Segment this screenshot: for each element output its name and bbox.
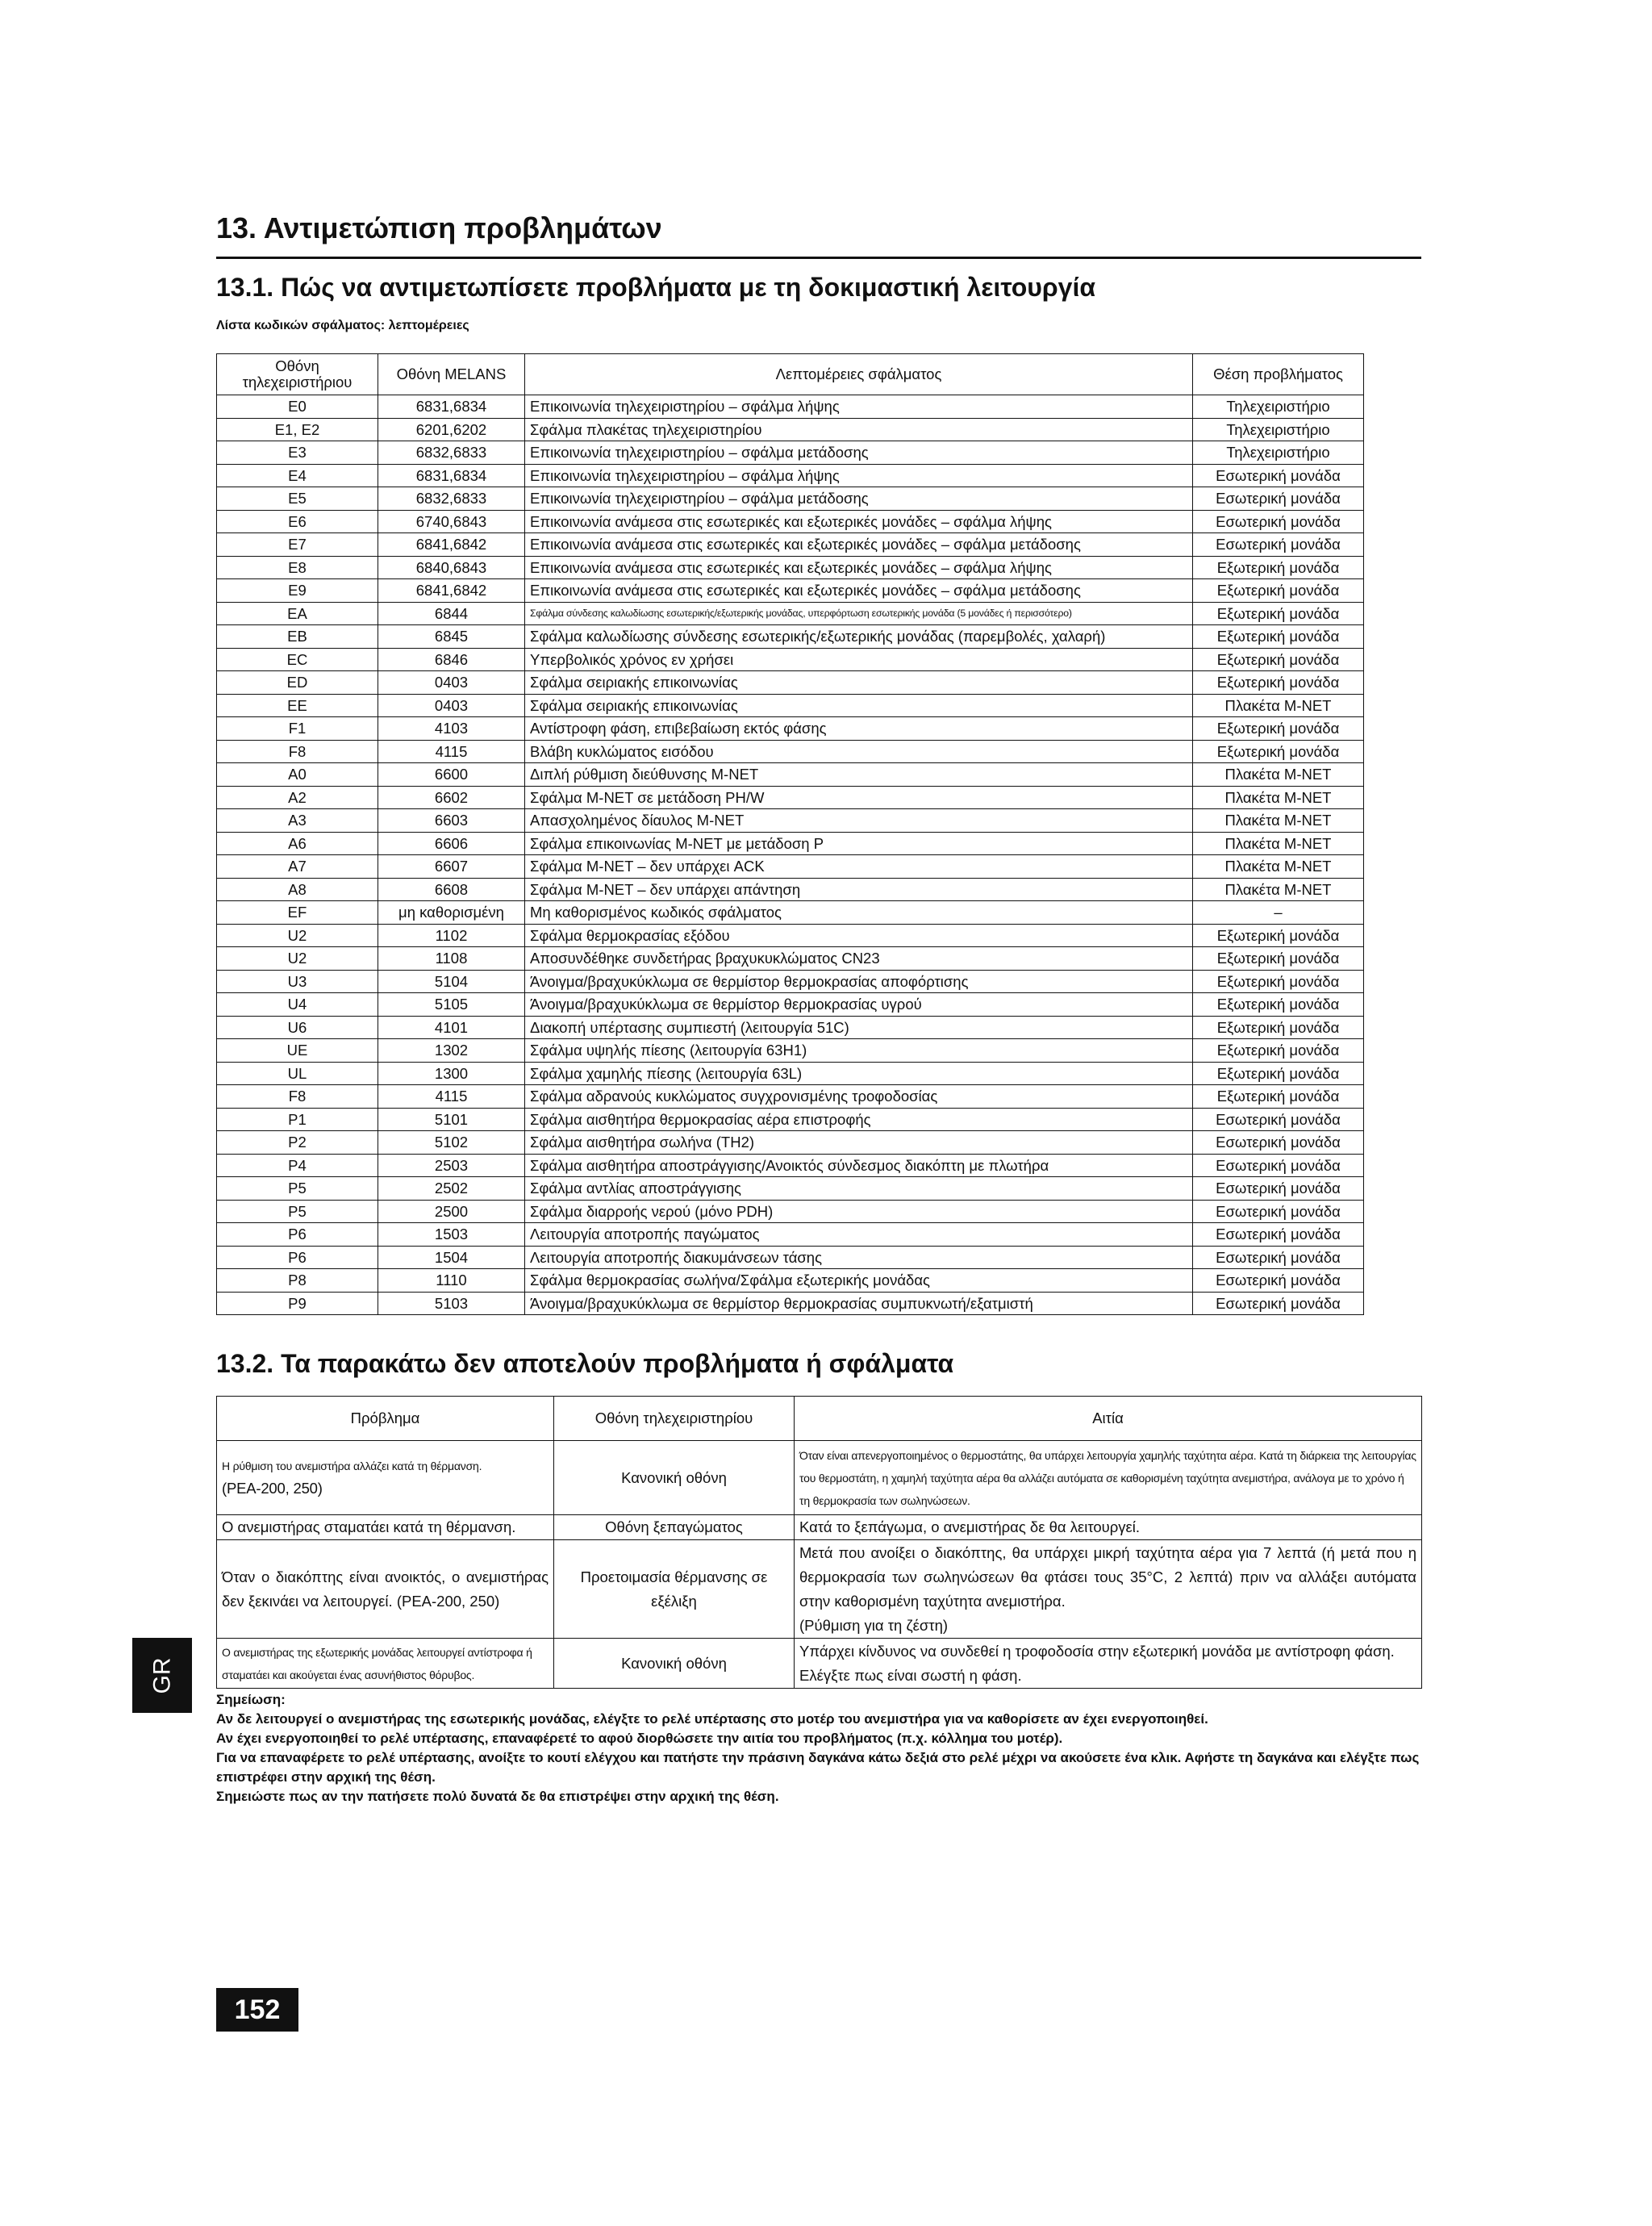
error-location-cell: Εξωτερική μονάδα — [1193, 1039, 1364, 1063]
error-location-cell: Εξωτερική μονάδα — [1193, 970, 1364, 993]
title-rule — [216, 257, 1421, 259]
error-code-cell: A2 — [217, 786, 378, 809]
error-location-cell: Πλακέτα M-NET — [1193, 694, 1364, 717]
error-code-cell: ED — [217, 671, 378, 695]
melans-code-cell: 0403 — [378, 671, 525, 695]
error-row — [217, 1154, 1364, 1177]
melans-code-cell: 1108 — [378, 947, 525, 971]
display-cell: Προετοιμασία θέρμανσης σε εξέλιξη — [554, 1540, 795, 1639]
error-code-cell: E3 — [217, 441, 378, 465]
error-details-cell: Απασχολημένος δίαυλος M-NET — [525, 809, 1193, 833]
error-row — [217, 602, 1364, 625]
error-details-cell: Σφάλμα καλωδίωσης σύνδεσης εσωτερικής/εξωτερικής μονάδας (παρεμβολές, χαλαρή) — [525, 625, 1193, 649]
melans-code-cell: 6845 — [378, 625, 525, 649]
error-row — [217, 1246, 1364, 1269]
error-row — [217, 418, 1364, 441]
error-details-cell: Διπλή ρύθμιση διεύθυνσης M-NET — [525, 763, 1193, 787]
melans-code-cell: 5101 — [378, 1108, 525, 1131]
error-location-cell: Εξωτερική μονάδα — [1193, 602, 1364, 625]
error-code-cell: A0 — [217, 763, 378, 787]
error-location-cell: Εσωτερική μονάδα — [1193, 1200, 1364, 1223]
error-code-cell: F8 — [217, 740, 378, 763]
non-fault-table-header — [217, 1397, 1422, 1441]
error-location-cell: Εξωτερική μονάδα — [1193, 579, 1364, 603]
melans-code-cell: 6201,6202 — [378, 418, 525, 441]
cause-cell: Όταν είναι απενεργοποιημένος ο θερμοστάτης, θα υπάρχει λειτουργία χαμηλής ταχύτητα αέρα. Κατά τη διάρκεια της λειτουργίας του θερμοστάτη, η χαμηλή ταχύτητα αέρα θα αλλάζει αυτόματα σε καθορισμένη ταχύτητα ανεμιστήρα, ανάλογα με το χρόνο ή τη θερμοκρασία των σωληνώσεων. — [795, 1441, 1422, 1515]
melans-code-cell: 6832,6833 — [378, 487, 525, 511]
error-code-cell: P5 — [217, 1200, 378, 1223]
note-line: Για να επαναφέρετε το ρελέ υπέρτασης, ανοίξτε το κουτί ελέγχου και πατήστε την πράσινη δαγκάνα κάτω δεξιά στο ρελέ μέχρι να ακούσετε ένα κλικ. Αφήστε τη δαγκάνα και ελέγξτε πως επιστρέφει στην αρχική της θέση. — [216, 1750, 1420, 1785]
error-row — [217, 878, 1364, 901]
error-details-cell: Σφάλμα πλακέτας τηλεχειριστηρίου — [525, 418, 1193, 441]
error-list-caption: Λίστα κωδικών σφάλματος: λεπτομέρειες — [216, 319, 469, 332]
header-problem: Πρόβλημα — [217, 1397, 554, 1441]
error-details-cell: Βλάβη κυκλώματος εισόδου — [525, 740, 1193, 763]
error-location-cell: Εσωτερική μονάδα — [1193, 1269, 1364, 1293]
error-details-cell: Σφάλμα επικοινωνίας M-NET με μετάδοση P — [525, 832, 1193, 855]
error-location-cell: Εσωτερική μονάδα — [1193, 1292, 1364, 1315]
error-details-cell: Επικοινωνία ανάμεσα στις εσωτερικές και εξωτερικές μονάδες – σφάλμα λήψης — [525, 510, 1193, 533]
error-code-cell: EC — [217, 648, 378, 671]
error-details-cell: Σφάλμα διαρροής νερού (μόνο PDH) — [525, 1200, 1193, 1223]
error-table-header — [217, 354, 1364, 395]
error-row — [217, 809, 1364, 833]
note-line: Αν έχει ενεργοποιηθεί το ρελέ υπέρτασης, επαναφέρετέ το αφού διορθώσετε την αιτία του προβλήματος (π.χ. κόλλημα του μοτέρ). — [216, 1731, 1063, 1746]
error-code-cell: EF — [217, 901, 378, 925]
language-tab — [132, 1638, 192, 1713]
error-details-cell: Σφάλμα θερμοκρασίας σωλήνα/Σφάλμα εξωτερικής μονάδας — [525, 1269, 1193, 1293]
melans-code-cell: 1503 — [378, 1223, 525, 1247]
melans-code-cell: 2500 — [378, 1200, 525, 1223]
error-details-cell: Λειτουργία αποτροπής παγώματος — [525, 1223, 1193, 1247]
error-location-cell: Εξωτερική μονάδα — [1193, 947, 1364, 971]
error-details-cell: Σφάλμα αντλίας αποστράγγισης — [525, 1177, 1193, 1201]
melans-code-cell: 5103 — [378, 1292, 525, 1315]
subsection-1-title: 13.1. Πώς να αντιμετωπίσετε προβλήματα με τη δοκιμαστική λειτουργία — [216, 273, 1096, 302]
error-location-cell: Εξωτερική μονάδα — [1193, 671, 1364, 695]
non-fault-row — [217, 1441, 1422, 1515]
error-location-cell: Εξωτερική μονάδα — [1193, 556, 1364, 579]
problem-text: Η ρύθμιση του ανεμιστήρα αλλάζει κατά τη θέρμανση. — [222, 1460, 482, 1472]
error-row — [217, 832, 1364, 855]
error-location-cell: Εξωτερική μονάδα — [1193, 1016, 1364, 1039]
header-details: Λεπτομέρειες σφάλματος — [525, 354, 1193, 395]
error-row — [217, 1039, 1364, 1063]
notes-block — [216, 1690, 1421, 1806]
display-cell: Κανονική οθόνη — [554, 1441, 795, 1515]
error-row — [217, 855, 1364, 879]
error-row — [217, 510, 1364, 533]
error-row — [217, 1200, 1364, 1223]
melans-code-cell: 4115 — [378, 740, 525, 763]
error-code-cell: U6 — [217, 1016, 378, 1039]
error-code-cell: F1 — [217, 717, 378, 741]
error-code-cell: EB — [217, 625, 378, 649]
error-details-cell: Σφάλμα σύνδεσης καλωδίωσης εσωτερικής/εξωτερικής μονάδας, υπερφόρτωση εσωτερικής μονάδα (5 μονάδες ή περισσότερο) — [525, 602, 1193, 625]
error-location-cell: Εσωτερική μονάδα — [1193, 464, 1364, 487]
error-details-cell: Επικοινωνία τηλεχειριστηρίου – σφάλμα μετάδοσης — [525, 441, 1193, 465]
error-details-cell: Άνοιγμα/βραχυκύκλωμα σε θερμίστορ θερμοκρασίας υγρού — [525, 993, 1193, 1017]
error-location-cell: Πλακέτα M-NET — [1193, 832, 1364, 855]
error-code-cell: P6 — [217, 1246, 378, 1269]
display-cell: Οθόνη ξεπαγώματος — [554, 1515, 795, 1540]
error-location-cell: Εξωτερική μονάδα — [1193, 648, 1364, 671]
error-details-cell: Άνοιγμα/βραχυκύκλωμα σε θερμίστορ θερμοκρασίας αποφόρτισης — [525, 970, 1193, 993]
melans-code-cell: 6841,6842 — [378, 579, 525, 603]
error-code-cell: E1, E2 — [217, 418, 378, 441]
error-code-cell: UE — [217, 1039, 378, 1063]
melans-code-cell: 6603 — [378, 809, 525, 833]
error-row — [217, 740, 1364, 763]
error-location-cell: Εξωτερική μονάδα — [1193, 924, 1364, 947]
non-fault-row — [217, 1639, 1422, 1689]
error-details-cell: Διακοπή υπέρτασης συμπιεστή (λειτουργία 51C) — [525, 1016, 1193, 1039]
melans-code-cell: 4101 — [378, 1016, 525, 1039]
error-row — [217, 694, 1364, 717]
error-row — [217, 1223, 1364, 1247]
error-location-cell: Εξωτερική μονάδα — [1193, 717, 1364, 741]
error-row — [217, 763, 1364, 787]
error-details-cell: Σφάλμα χαμηλής πίεσης (λειτουργία 63L) — [525, 1062, 1193, 1085]
notes-heading: Σημείωση: — [216, 1692, 286, 1707]
error-row — [217, 901, 1364, 925]
error-row — [217, 1016, 1364, 1039]
error-row — [217, 717, 1364, 741]
melans-code-cell: 0403 — [378, 694, 525, 717]
error-location-cell: Εξωτερική μονάδα — [1193, 625, 1364, 649]
error-location-cell: Τηλεχειριστήριο — [1193, 441, 1364, 465]
error-location-cell: Εξωτερική μονάδα — [1193, 1085, 1364, 1109]
error-location-cell: Εσωτερική μονάδα — [1193, 1131, 1364, 1155]
melans-code-cell: 2503 — [378, 1154, 525, 1177]
error-location-cell: Πλακέτα M-NET — [1193, 855, 1364, 879]
error-code-cell: E7 — [217, 533, 378, 557]
error-row — [217, 395, 1364, 419]
error-details-cell: Άνοιγμα/βραχυκύκλωμα σε θερμίστορ θερμοκρασίας συμπυκνωτή/εξατμιστή — [525, 1292, 1193, 1315]
melans-code-cell: 1300 — [378, 1062, 525, 1085]
error-location-cell: Εσωτερική μονάδα — [1193, 533, 1364, 557]
melans-code-cell: 1110 — [378, 1269, 525, 1293]
melans-code-cell: 6832,6833 — [378, 441, 525, 465]
cause-note: (Ρύθμιση για τη ζέστη) — [799, 1616, 949, 1634]
error-row — [217, 441, 1364, 465]
error-code-cell: P5 — [217, 1177, 378, 1201]
error-location-cell: Εσωτερική μονάδα — [1193, 1154, 1364, 1177]
header-melans-display: Οθόνη MELANS — [378, 354, 525, 395]
error-code-cell: P2 — [217, 1131, 378, 1155]
melans-code-cell: 1302 — [378, 1039, 525, 1063]
display-cell: Κανονική οθόνη — [554, 1639, 795, 1689]
error-details-cell: Αντίστροφη φάση, επιβεβαίωση εκτός φάσης — [525, 717, 1193, 741]
error-location-cell: Εσωτερική μονάδα — [1193, 487, 1364, 511]
error-code-cell: P9 — [217, 1292, 378, 1315]
problem-note: (PEA-200, 250) — [222, 1480, 323, 1497]
error-row — [217, 947, 1364, 971]
melans-code-cell: 6740,6843 — [378, 510, 525, 533]
cause-cell — [795, 1540, 1422, 1639]
error-row — [217, 993, 1364, 1017]
error-code-cell: P4 — [217, 1154, 378, 1177]
error-row — [217, 970, 1364, 993]
melans-code-cell: 5102 — [378, 1131, 525, 1155]
cause-cell: Υπάρχει κίνδυνος να συνδεθεί η τροφοδοσία στην εξωτερική μονάδα με αντίστροφη φάση. Ελέγξτε πως είναι σωστή η φάση. — [795, 1639, 1422, 1689]
error-details-cell: Σφάλμα σειριακής επικοινωνίας — [525, 694, 1193, 717]
language-tab-label: GR — [148, 1657, 175, 1694]
cause-text: Μετά που ανοίξει ο διακόπτης, θα υπάρχει μικρή ταχύτητα αέρα για 7 λεπτά (ή μετά που η θερμοκρασία των σωληνώσεων θα φτάσει τους 35°C, 2 λεπτά) πριν να αλλάξει αυτόματα στην καθορισμένη ταχύτητα ανεμιστήρα. — [799, 1543, 1416, 1610]
error-row — [217, 1292, 1364, 1315]
error-location-cell: Τηλεχειριστήριο — [1193, 395, 1364, 419]
melans-code-cell: 6600 — [378, 763, 525, 787]
error-location-cell: Εσωτερική μονάδα — [1193, 1246, 1364, 1269]
non-fault-row — [217, 1540, 1422, 1639]
error-details-cell: Αποσυνδέθηκε συνδετήρας βραχυκυκλώματος CN23 — [525, 947, 1193, 971]
error-code-cell: F8 — [217, 1085, 378, 1109]
error-code-cell: P8 — [217, 1269, 378, 1293]
error-location-cell: Εσωτερική μονάδα — [1193, 1177, 1364, 1201]
melans-code-cell: 6831,6834 — [378, 395, 525, 419]
problem-cell: Όταν ο διακόπτης είναι ανοικτός, ο ανεμιστήρας δεν ξεκινάει να λειτουργεί. (PEA-200, 250) — [217, 1540, 554, 1639]
error-details-cell: Σφάλμα αισθητήρα σωλήνα (TH2) — [525, 1131, 1193, 1155]
error-details-cell: Σφάλμα M-NET – δεν υπάρχει ACK — [525, 855, 1193, 879]
melans-code-cell: μη καθορισμένη — [378, 901, 525, 925]
error-code-cell: E9 — [217, 579, 378, 603]
error-row — [217, 671, 1364, 695]
non-fault-row — [217, 1515, 1422, 1540]
melans-code-cell: 5105 — [378, 993, 525, 1017]
error-row — [217, 464, 1364, 487]
error-code-cell: P1 — [217, 1108, 378, 1131]
melans-code-cell: 6606 — [378, 832, 525, 855]
error-code-cell: A7 — [217, 855, 378, 879]
error-code-cell: U2 — [217, 947, 378, 971]
note-line: Αν δε λειτουργεί ο ανεμιστήρας της εσωτερικής μονάδας, ελέγξτε το ρελέ υπέρτασης στο μοτέρ του ανεμιστήρα για να καθορίσετε αν έχει ενεργοποιηθεί. — [216, 1711, 1208, 1727]
error-location-cell: Πλακέτα M-NET — [1193, 786, 1364, 809]
error-details-cell: Επικοινωνία τηλεχειριστηρίου – σφάλμα λήψης — [525, 395, 1193, 419]
error-code-cell: A3 — [217, 809, 378, 833]
melans-code-cell: 4103 — [378, 717, 525, 741]
error-row — [217, 786, 1364, 809]
error-row — [217, 648, 1364, 671]
melans-code-cell: 5104 — [378, 970, 525, 993]
error-row — [217, 1062, 1364, 1085]
error-row — [217, 579, 1364, 603]
error-details-cell: Επικοινωνία ανάμεσα στις εσωτερικές και εξωτερικές μονάδες – σφάλμα μετάδοσης — [525, 579, 1193, 603]
error-details-cell: Σφάλμα αισθητήρα θερμοκρασίας αέρα επιστροφής — [525, 1108, 1193, 1131]
error-code-cell: A8 — [217, 878, 378, 901]
melans-code-cell: 6608 — [378, 878, 525, 901]
error-row — [217, 487, 1364, 511]
error-code-cell: E4 — [217, 464, 378, 487]
error-details-cell: Επικοινωνία ανάμεσα στις εσωτερικές και εξωτερικές μονάδες – σφάλμα μετάδοσης — [525, 533, 1193, 557]
error-code-cell: E6 — [217, 510, 378, 533]
problem-cell: Ο ανεμιστήρας της εξωτερικής μονάδας λειτουργεί αντίστροφα ή σταματάει και ακούγεται ένας ασυνήθιστος θόρυβος. — [217, 1639, 554, 1689]
error-row — [217, 533, 1364, 557]
melans-code-cell: 6831,6834 — [378, 464, 525, 487]
error-details-cell: Σφάλμα σειριακής επικοινωνίας — [525, 671, 1193, 695]
header-remote-display: Οθόνη τηλεχειριστήριου — [217, 354, 378, 395]
error-code-cell: E5 — [217, 487, 378, 511]
error-code-cell: UL — [217, 1062, 378, 1085]
error-code-cell: E8 — [217, 556, 378, 579]
error-row — [217, 625, 1364, 649]
error-row — [217, 1108, 1364, 1131]
header-cause: Αιτία — [795, 1397, 1422, 1441]
melans-code-cell: 4115 — [378, 1085, 525, 1109]
error-code-table — [216, 353, 1364, 1315]
error-code-cell: A6 — [217, 832, 378, 855]
error-row — [217, 1131, 1364, 1155]
error-details-cell: Σφάλμα M-NET σε μετάδοση PH/W — [525, 786, 1193, 809]
error-details-cell: Σφάλμα αισθητήρα αποστράγγισης/Ανοικτός σύνδεσμος διακόπτη με πλωτήρα — [525, 1154, 1193, 1177]
melans-code-cell: 1504 — [378, 1246, 525, 1269]
melans-code-cell: 1102 — [378, 924, 525, 947]
error-details-cell: Σφάλμα αδρανούς κυκλώματος συγχρονισμένης τροφοδοσίας — [525, 1085, 1193, 1109]
error-location-cell: Τηλεχειριστήριο — [1193, 418, 1364, 441]
header-location: Θέση προβλήματος — [1193, 354, 1364, 395]
error-location-cell: Εσωτερική μονάδα — [1193, 510, 1364, 533]
problem-cell: Ο ανεμιστήρας σταματάει κατά τη θέρμανση. — [217, 1515, 554, 1540]
error-row — [217, 1269, 1364, 1293]
subsection-2-title: 13.2. Τα παρακάτω δεν αποτελούν προβλήματα ή σφάλματα — [216, 1349, 954, 1378]
error-code-cell: U4 — [217, 993, 378, 1017]
melans-code-cell: 6602 — [378, 786, 525, 809]
error-code-cell: EA — [217, 602, 378, 625]
error-location-cell: Πλακέτα M-NET — [1193, 878, 1364, 901]
error-details-cell: Σφάλμα υψηλής πίεσης (λειτουργία 63H1) — [525, 1039, 1193, 1063]
melans-code-cell: 6840,6843 — [378, 556, 525, 579]
melans-code-cell: 2502 — [378, 1177, 525, 1201]
error-details-cell: Υπερβολικός χρόνος εν χρήσει — [525, 648, 1193, 671]
error-details-cell: Επικοινωνία τηλεχειριστηρίου – σφάλμα μετάδοσης — [525, 487, 1193, 511]
error-location-cell: Εσωτερική μονάδα — [1193, 1223, 1364, 1247]
error-row — [217, 924, 1364, 947]
error-location-cell: Εσωτερική μονάδα — [1193, 1108, 1364, 1131]
error-code-cell: U3 — [217, 970, 378, 993]
error-location-cell: Εξωτερική μονάδα — [1193, 993, 1364, 1017]
error-details-cell: Σφάλμα θερμοκρασίας εξόδου — [525, 924, 1193, 947]
error-row — [217, 1177, 1364, 1201]
error-location-cell: Εξωτερική μονάδα — [1193, 740, 1364, 763]
error-location-cell: Πλακέτα M-NET — [1193, 763, 1364, 787]
page-number: 152 — [216, 1988, 298, 2032]
error-code-cell: P6 — [217, 1223, 378, 1247]
melans-code-cell: 6841,6842 — [378, 533, 525, 557]
error-code-cell: EE — [217, 694, 378, 717]
error-location-cell: – — [1193, 901, 1364, 925]
non-fault-table — [216, 1396, 1422, 1689]
error-details-cell: Επικοινωνία τηλεχειριστηρίου – σφάλμα λήψης — [525, 464, 1193, 487]
error-code-cell: U2 — [217, 924, 378, 947]
melans-code-cell: 6607 — [378, 855, 525, 879]
error-details-cell: Λειτουργία αποτροπής διακυμάνσεων τάσης — [525, 1246, 1193, 1269]
note-line: Σημειώστε πως αν την πατήσετε πολύ δυνατά δε θα επιστρέψει στην αρχική της θέση. — [216, 1789, 779, 1804]
error-details-cell: Σφάλμα M-NET – δεν υπάρχει απάντηση — [525, 878, 1193, 901]
error-details-cell: Επικοινωνία ανάμεσα στις εσωτερικές και εξωτερικές μονάδες – σφάλμα λήψης — [525, 556, 1193, 579]
cause-cell: Κατά το ξεπάγωμα, ο ανεμιστήρας δε θα λειτουργεί. — [795, 1515, 1422, 1540]
problem-cell — [217, 1441, 554, 1515]
error-row — [217, 1085, 1364, 1109]
melans-code-cell: 6844 — [378, 602, 525, 625]
melans-code-cell: 6846 — [378, 648, 525, 671]
error-location-cell: Εξωτερική μονάδα — [1193, 1062, 1364, 1085]
header-display: Οθόνη τηλεχειριστηρίου — [554, 1397, 795, 1441]
error-row — [217, 556, 1364, 579]
error-code-cell: E0 — [217, 395, 378, 419]
section-title: 13. Αντιμετώπιση προβλημάτων — [216, 211, 662, 244]
error-details-cell: Μη καθορισμένος κωδικός σφάλματος — [525, 901, 1193, 925]
error-location-cell: Πλακέτα M-NET — [1193, 809, 1364, 833]
